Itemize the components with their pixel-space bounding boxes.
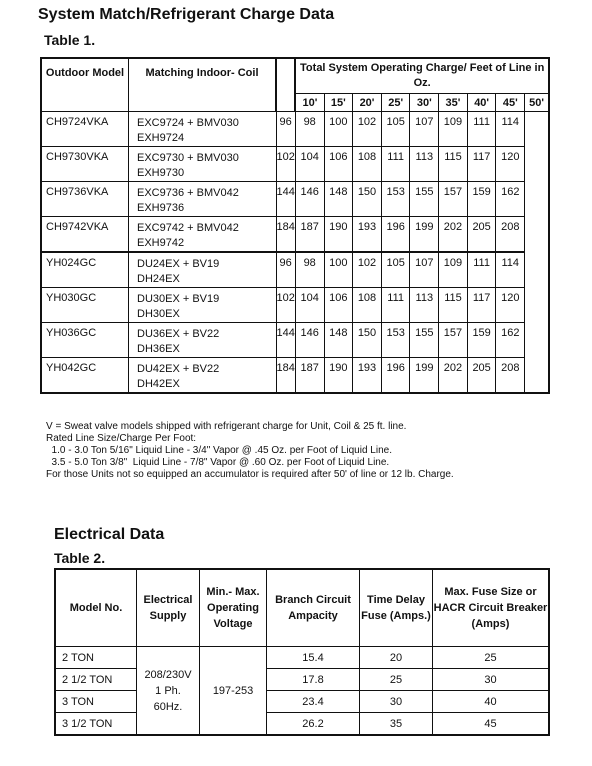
col-time-delay-fuse: Time Delay Fuse (Amps.): [360, 569, 433, 647]
ampacity-cell: 23.4: [267, 691, 360, 713]
length-header: 10': [295, 94, 324, 112]
max-fuse-cell: 40: [433, 691, 550, 713]
charge-value: 109: [439, 252, 468, 288]
charge-value: 117: [467, 288, 496, 323]
table-row: [41, 182, 549, 217]
coil-line: EXH9736: [137, 202, 185, 214]
table-row: [41, 217, 549, 253]
table2-heading: Electrical Data: [54, 526, 165, 543]
charge-value: 102: [353, 112, 382, 147]
charge-value: 159: [467, 182, 496, 217]
charge-value: 105: [381, 112, 410, 147]
table-row: [41, 323, 549, 358]
note-line: For those Units not so equipped an accumulator is required after 50' of line or 12 lb. Charge.: [46, 469, 454, 480]
charge-value: 102: [276, 288, 295, 323]
note-line: Rated Line Size/Charge Per Foot:: [46, 433, 197, 444]
table-row: [55, 647, 549, 669]
charge-value: 199: [410, 358, 439, 394]
coil-line: DH42EX: [137, 378, 180, 390]
charge-value: 157: [439, 182, 468, 217]
refrigerant-charge-table: [40, 57, 550, 394]
col-ampacity: Branch Circuit Ampacity: [267, 569, 360, 647]
coil-line: DH30EX: [137, 308, 180, 320]
length-header: 15': [324, 94, 353, 112]
charge-value: 98: [295, 252, 324, 288]
charge-value: 184: [276, 358, 295, 394]
charge-value: 148: [324, 182, 353, 217]
charge-value: 155: [410, 182, 439, 217]
table-row: [55, 669, 549, 691]
model-cell: 2 TON: [55, 647, 137, 669]
table-row: [41, 252, 549, 288]
model-cell: 2 1/2 TON: [55, 669, 137, 691]
table-row: [41, 112, 549, 147]
charge-value: 196: [381, 358, 410, 394]
model-cell: 3 TON: [55, 691, 137, 713]
length-header: 30': [410, 94, 439, 112]
charge-value: 98: [295, 112, 324, 147]
charge-value: 150: [353, 182, 382, 217]
charge-value: 113: [410, 147, 439, 182]
charge-value: 104: [295, 147, 324, 182]
charge-value: 114: [496, 112, 525, 147]
charge-value: 109: [439, 112, 468, 147]
charge-value: 155: [410, 323, 439, 358]
length-header: 45': [496, 94, 525, 112]
charge-value: 159: [467, 323, 496, 358]
fuse-cell: 30: [360, 691, 433, 713]
charge-value: 148: [324, 323, 353, 358]
charge-value: 193: [353, 217, 382, 253]
col-voltage: Min.- Max. Operating Voltage: [200, 569, 267, 647]
indoor-coil-cell: [129, 112, 277, 147]
charge-value: 208: [496, 358, 525, 394]
charge-value: 120: [496, 288, 525, 323]
table1-label: Table 1.: [44, 32, 96, 48]
coil-line: DU42EX + BV22: [137, 363, 220, 375]
coil-line: EXC9724 + BMV030: [137, 117, 239, 129]
charge-value: 196: [381, 217, 410, 253]
charge-value: 153: [381, 323, 410, 358]
coil-line: DU24EX + BV19: [137, 258, 220, 270]
supply-cell: 208/230V 1 Ph. 60Hz.: [137, 647, 200, 736]
charge-value: 113: [410, 288, 439, 323]
electrical-data-table: [54, 568, 550, 736]
charge-value: 208: [496, 217, 525, 253]
coil-line: DU30EX + BV19: [137, 293, 220, 305]
outdoor-model-cell: CH9724VKA: [41, 112, 129, 147]
charge-value: 96: [276, 252, 295, 288]
col-matching-coil: Matching Indoor- Coil: [129, 58, 277, 112]
charge-value: 104: [295, 288, 324, 323]
fuse-cell: 20: [360, 647, 433, 669]
charge-value: 117: [467, 147, 496, 182]
coil-line: EXH9724: [137, 132, 185, 144]
coil-line: EXC9742 + BMV042: [137, 222, 239, 234]
col-model-no: Model No.: [55, 569, 137, 647]
charge-value: 115: [439, 147, 468, 182]
charge-value: 111: [467, 252, 496, 288]
indoor-coil-cell: [129, 252, 277, 288]
outdoor-model-cell: YH024GC: [41, 252, 129, 288]
max-fuse-cell: 25: [433, 647, 550, 669]
model-cell: 3 1/2 TON: [55, 713, 137, 736]
charge-value: 100: [324, 112, 353, 147]
voltage-cell: 197-253: [200, 647, 267, 736]
indoor-coil-cell: [129, 147, 277, 182]
coil-line: EXH9742: [137, 237, 185, 249]
coil-line: DH36EX: [137, 343, 180, 355]
charge-value: 153: [381, 182, 410, 217]
charge-value: 202: [439, 217, 468, 253]
ampacity-cell: 15.4: [267, 647, 360, 669]
length-header: 50': [525, 94, 549, 112]
charge-value: 193: [353, 358, 382, 394]
length-header: 40': [467, 94, 496, 112]
charge-value: 111: [381, 147, 410, 182]
col-electrical-supply: Electrical Supply: [137, 569, 200, 647]
length-header: 20': [353, 94, 382, 112]
indoor-coil-cell: [129, 358, 277, 394]
charge-value: 114: [496, 252, 525, 288]
charge-value: 157: [439, 323, 468, 358]
col-max-fuse: Max. Fuse Size or HACR Circuit Breaker (Amps): [433, 569, 550, 647]
indoor-coil-cell: [129, 288, 277, 323]
charge-value: 146: [295, 323, 324, 358]
charge-value: 102: [353, 252, 382, 288]
charge-value: 150: [353, 323, 382, 358]
note-line: 1.0 - 3.0 Ton 5/16" Liquid Line - 3/4" Vapor @ .45 Oz. per Foot of Liquid Line.: [46, 445, 392, 456]
fuse-cell: 35: [360, 713, 433, 736]
max-fuse-cell: 30: [433, 669, 550, 691]
table-row: [41, 288, 549, 323]
col-total-charge: Total System Operating Charge/ Feet of Line in Oz.: [295, 58, 549, 94]
table-row: [55, 691, 549, 713]
coil-line: EXC9730 + BMV030: [137, 152, 239, 164]
charge-value: 107: [410, 112, 439, 147]
charge-value: 162: [496, 323, 525, 358]
col-outdoor-model: Outdoor Model: [41, 58, 129, 112]
max-fuse-cell: 45: [433, 713, 550, 736]
charge-value: 106: [324, 147, 353, 182]
charge-value: 108: [353, 288, 382, 323]
charge-value: 187: [295, 217, 324, 253]
charge-value: 120: [496, 147, 525, 182]
fuse-cell: 25: [360, 669, 433, 691]
indoor-coil-cell: [129, 323, 277, 358]
note-line: 3.5 - 5.0 Ton 3/8" Liquid Line - 7/8" Vapor @ .60 Oz. per Foot of Liquid Line.: [46, 457, 390, 468]
charge-value: 199: [410, 217, 439, 253]
length-header: 35': [439, 94, 468, 112]
ampacity-cell: 17.8: [267, 669, 360, 691]
charge-value: 108: [353, 147, 382, 182]
outdoor-model-cell: CH9742VKA: [41, 217, 129, 253]
outdoor-model-cell: CH9730VKA: [41, 147, 129, 182]
charge-value: 205: [467, 358, 496, 394]
charge-value: 162: [496, 182, 525, 217]
charge-value: 187: [295, 358, 324, 394]
charge-value: 190: [324, 217, 353, 253]
charge-value: 144: [276, 182, 295, 217]
outdoor-model-cell: YH042GC: [41, 358, 129, 394]
charge-value: 106: [324, 288, 353, 323]
charge-value: 115: [439, 288, 468, 323]
charge-value: 146: [295, 182, 324, 217]
table-row: [41, 358, 549, 394]
charge-value: 100: [324, 252, 353, 288]
table2-label: Table 2.: [54, 550, 106, 566]
charge-value: 184: [276, 217, 295, 253]
charge-value: 111: [381, 288, 410, 323]
coil-line: EXC9736 + BMV042: [137, 187, 239, 199]
table-row: [41, 147, 549, 182]
coil-line: DU36EX + BV22: [137, 328, 220, 340]
charge-value: 107: [410, 252, 439, 288]
indoor-coil-cell: [129, 217, 277, 253]
charge-value: 144: [276, 323, 295, 358]
note-line: V = Sweat valve models shipped with refrigerant charge for Unit, Coil & 25 ft. line.: [46, 421, 407, 432]
outdoor-model-cell: YH030GC: [41, 288, 129, 323]
charge-value: 102: [276, 147, 295, 182]
charge-value: 190: [324, 358, 353, 394]
table-row: [55, 713, 549, 736]
coil-line: EXH9730: [137, 167, 185, 179]
length-header: 25': [381, 94, 410, 112]
coil-line: DH24EX: [137, 273, 180, 285]
outdoor-model-cell: CH9736VKA: [41, 182, 129, 217]
table1-heading: System Match/Refrigerant Charge Data: [38, 6, 335, 23]
charge-value: 205: [467, 217, 496, 253]
charge-value: 105: [381, 252, 410, 288]
table1-notes: [46, 421, 454, 481]
charge-value: 111: [467, 112, 496, 147]
charge-value: 202: [439, 358, 468, 394]
outdoor-model-cell: YH036GC: [41, 323, 129, 358]
ampacity-cell: 26.2: [267, 713, 360, 736]
indoor-coil-cell: [129, 182, 277, 217]
charge-value: 96: [276, 112, 295, 147]
